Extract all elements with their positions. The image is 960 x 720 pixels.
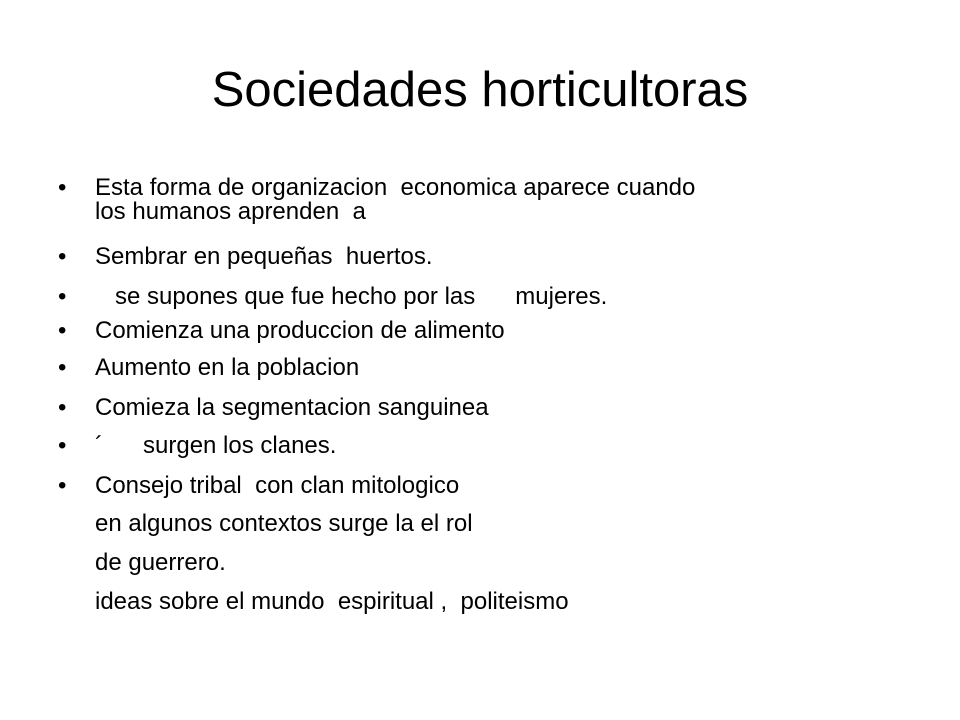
continuation-text: de guerrero. (95, 549, 226, 576)
continuation-text: ideas sobre el mundo espiritual , politeismo (95, 588, 569, 615)
bullet-marker: • (58, 394, 67, 421)
bullet-marker: • (58, 243, 67, 270)
bullet-marker: • (58, 432, 67, 459)
bullet-marker: • (58, 317, 67, 344)
bullet-text: Esta forma de organizacion economica aparece cuando (95, 174, 696, 201)
bullet-text: Comieza la segmentacion sanguinea (95, 394, 489, 421)
bullet-text: se supones que fue hecho por las mujeres. (95, 283, 608, 310)
bullet-marker: • (58, 354, 67, 381)
slide-title: Sociedades horticultoras (211, 63, 749, 117)
bullet-text: Aumento en la poblacion (95, 354, 360, 381)
continuation-text: en algunos contextos surge la el rol (95, 510, 473, 537)
bullet-text: Comienza una produccion de alimento (95, 317, 505, 344)
bullet-text: Consejo tribal con clan mitologico (95, 472, 460, 499)
bullet-text: Sembrar en pequeñas huertos. (95, 243, 433, 270)
continuation-text: los humanos aprenden a (95, 198, 366, 225)
bullet-marker: • (58, 472, 67, 499)
bullet-text: ´ surgen los clanes. (95, 432, 337, 459)
bullet-marker: • (58, 283, 67, 310)
bullet-marker: • (58, 174, 67, 201)
